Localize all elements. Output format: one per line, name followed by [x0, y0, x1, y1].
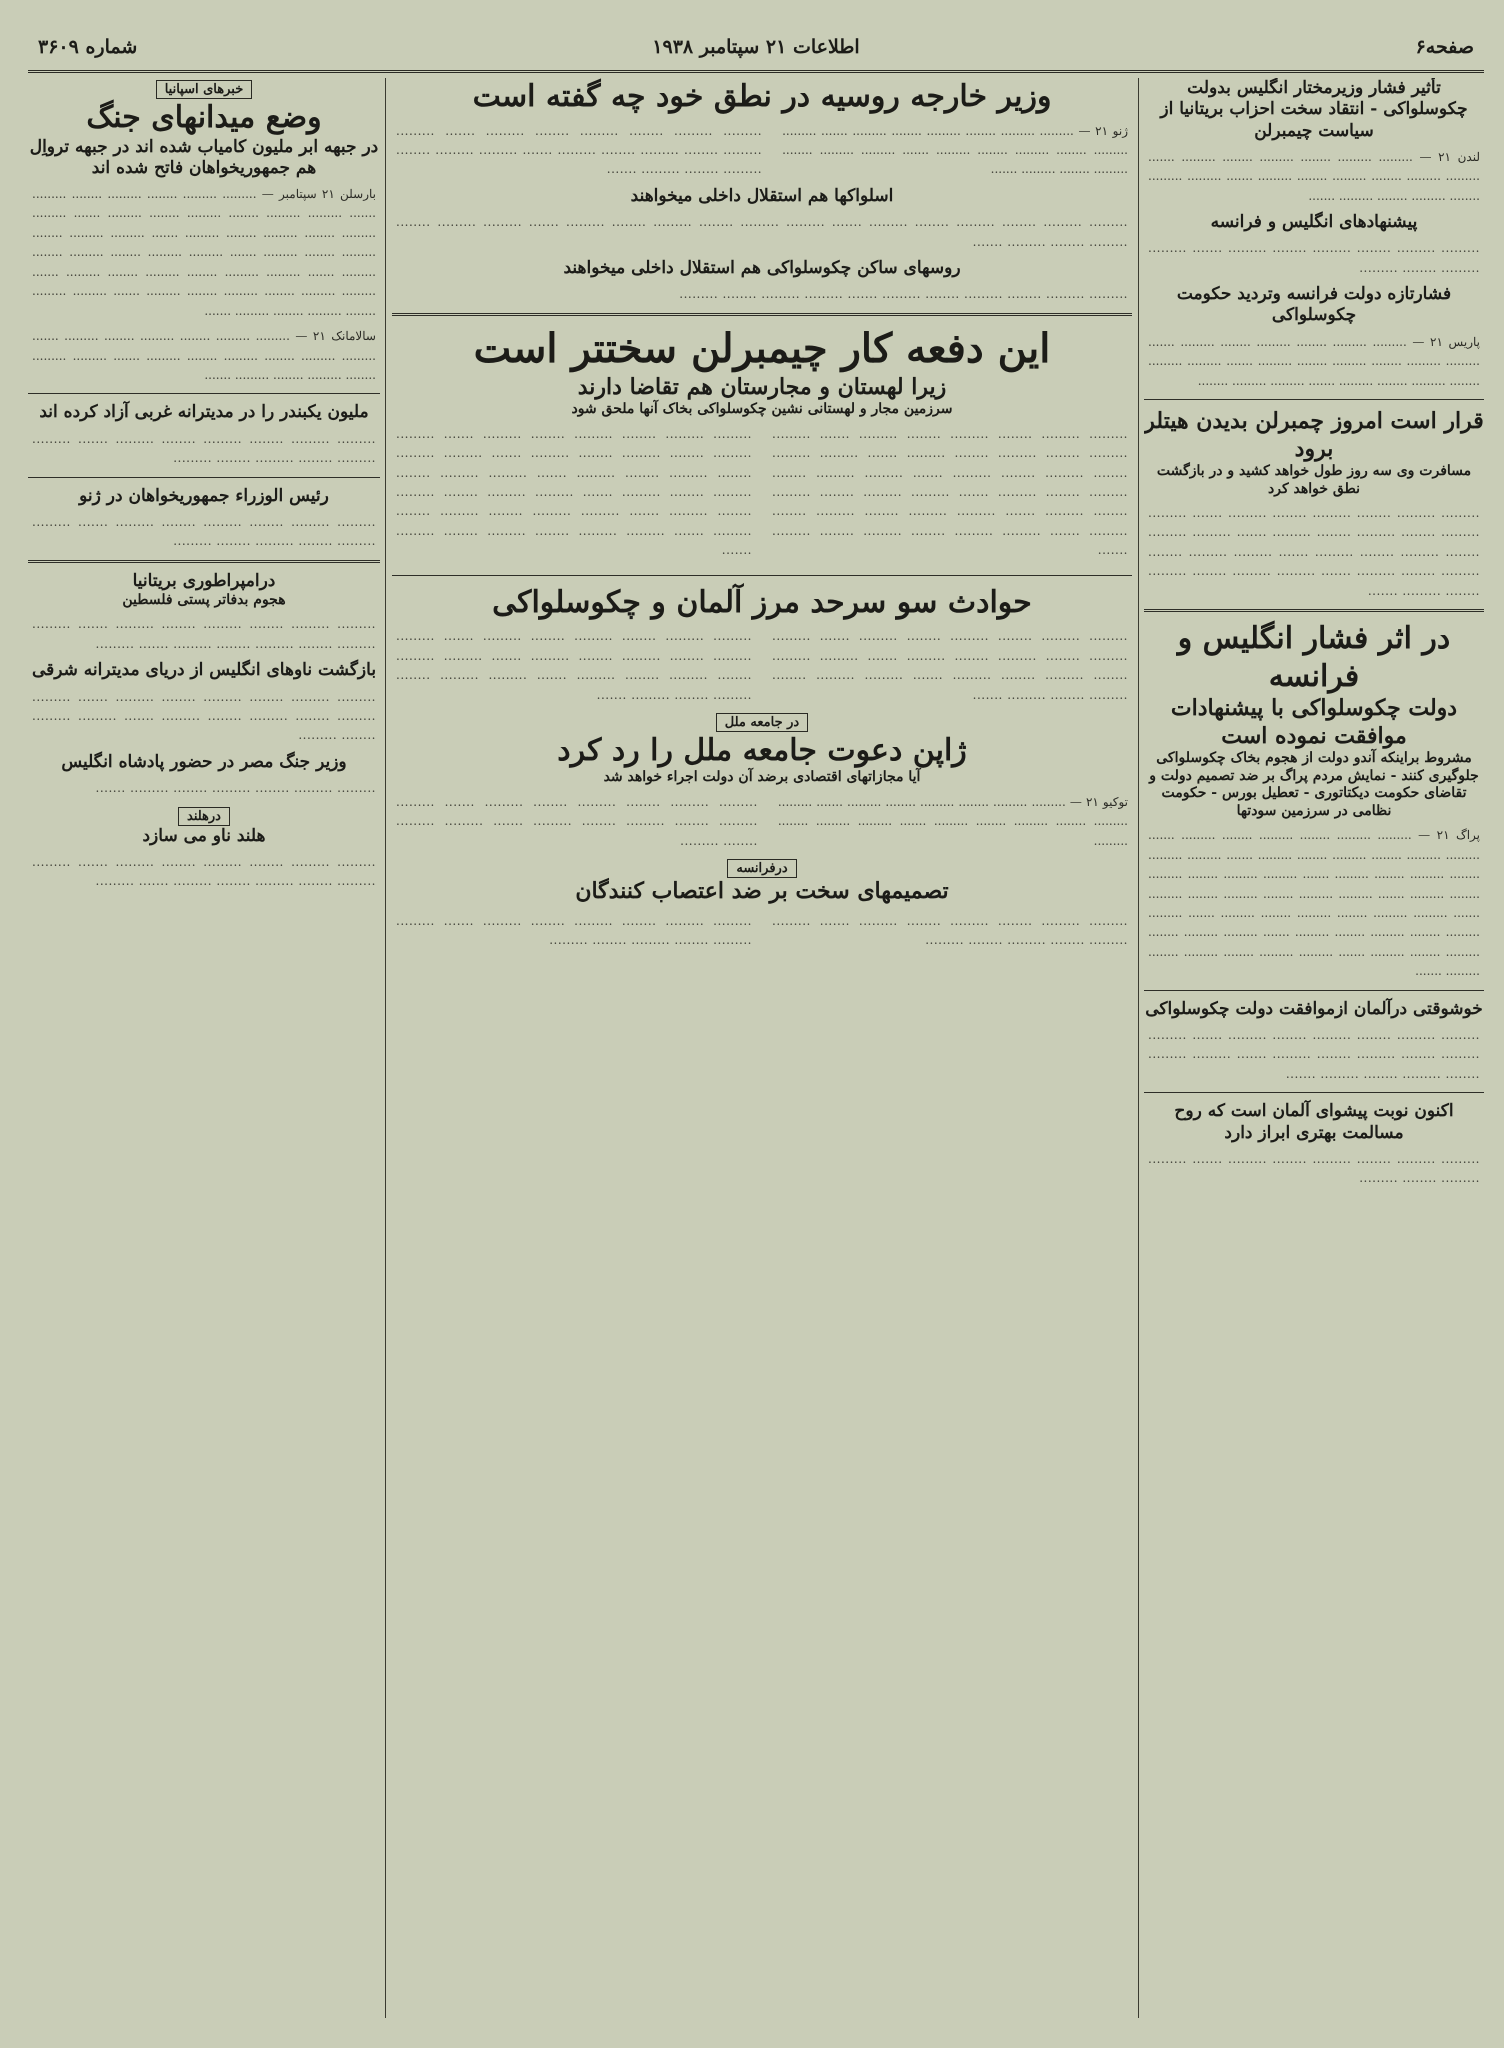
article-body: ......... ......... ........ ......... ........ ......... ....... ......... ......... ........ ......... ........ ......... ....... ......... ......... ........ ......... ........ ......... ....... ......... ......... ........ ......... ........ ......... ....... ......... ......... ........ ......... ........ ......... .......: [1148, 506, 1480, 598]
subheadline-palestine-post: هجوم بدفاتر پستی فلسطین: [122, 591, 286, 608]
headline-strikers-measures: تصمیمهای سخت بر ضد اعتصاب کنندگان: [575, 878, 949, 905]
column-rule-left: [385, 78, 386, 2018]
dateline: توکیو ۲۱: [1085, 794, 1128, 809]
deck-conditions: مشروط براینکه آندو دولت از هجوم بخاک چکوسلواکی جلوگیری کنند - نمایش مردم پراگ بر ضد تصمیم دولت و تقاضای حکومت دیکتاتوری - تعطیل بورس - حکومت نظامی در سرزمین سودتها: [1149, 750, 1479, 819]
subheadline-journey: مسافرت وی سه روز طول خواهد کشید و در بازگشت نطق خواهد کرد: [1156, 463, 1472, 497]
subheadline-france-pressure: فشارتازه دولت فرانسه وتردید حکومت چکوسلواکی: [1176, 284, 1452, 326]
section-label-holland: درهلند: [178, 807, 230, 826]
article-body: ......... ......... ........ ......... ........ ......... ....... ......... ......... ........ ......... ........ .........: [32, 431, 376, 466]
headline-chamberlain-hitler: قرار است امروز چمبرلن بدیدن هیتلر برود: [1144, 408, 1484, 462]
deck-territories: سرزمین مجار و لهستانی نشین چکوسلواکی بخاک آنها ملحق شود: [571, 401, 953, 418]
article-body: ......... ......... ........ ......... ........ ......... ....... ......... ......... ........ ......... ........ ......... ....... ......... ......... ........ .........: [32, 689, 376, 743]
article-body: ......... ......... ........ ......... ........ ......... ....... ......... ......... ........ .........: [1148, 1151, 1480, 1186]
dateline: پاریس ۲۱: [1430, 334, 1480, 349]
headline-germany-pleased: خوشوقتی درآلمان ازموافقت دولت چکوسلواکی: [1145, 998, 1483, 1019]
article-body: ......... ......... ........ ......... ........ ......... ....... ......... ......... ........ ......... ........ ......... ....... .........: [32, 617, 376, 651]
article-body: پراگ ۲۱ — ......... ......... ........ ......... ........ ......... ....... ......... ......... ........ ......... ........ ......... ....... ......... ......... ........ ......... ........ ......... ....... ......... ......... ........ ......... ........ ......... ....... ......... ......... ........ ......... ........ ......... ....... ......... ......... ........ ......... ........ ......... ....... ......... ......... ........ ......... ........ ......... ....... ......... ......... ........ ......... ........ ......... ....... ......... ......... ........ ......... ........ ......... .......: [1148, 828, 1480, 979]
subheadline-czech-accepts: دولت چکوسلواکی با پیشنهادات موافقت نموده است: [1170, 695, 1458, 749]
column-left: [28, 78, 380, 2018]
headline-republican-premier: رئیس الوزراء جمهوریخواهان در ژنو: [79, 485, 329, 506]
headline-soviet-foreign-minister: وزیر خارجه روسیه در نطق خود چه گفته است: [472, 79, 1052, 114]
article-body: ......... ......... ........ ......... ........ ......... ....... ......... ......... ........ .........: [679, 287, 1128, 302]
dateline: سالامانک ۲۱: [312, 329, 376, 344]
subheadline-fronts: در جبهه ابر ملیون کامیاب شده اند در جبهه ترواِل هم جمهوریخواهان فاتح شده اند: [29, 136, 379, 178]
headline-hitler-turn: اکنون نوبت پیشوای آلمان است که روح مسالمت بهتری ابراز دارد: [1174, 1101, 1454, 1143]
newspaper-page: [28, 30, 1484, 2030]
column-center: [392, 78, 1132, 2018]
article-body: ......... ......... ........ ......... ........ ......... ....... ......... ......... ........ ......... ........ ......... ....... ......... ......... ........ ......... ........ ......... .......: [396, 215, 1128, 249]
headline-anglo-french-pressure: در اثر فشار انگلیس و فرانسه: [1177, 621, 1451, 694]
article-body: ......... ......... ........ ......... ........ ......... ....... ......... ......... ........ ......... ........ ......... ....... ......... ......... ........ ......... ........ ......... ....... ......... ......... ........ ......... ........ ......... ....... ......... ......... ........ ......... ........ ......... ....... ......... ......... ........ ......... ........ ......... ....... ......... ......... ........ ......... ........ ......... .......: [772, 426, 1128, 558]
article-body: ژنو ۲۱ — ......... ......... ........ ......... ........ ......... ....... ......... ......... ........ ......... ........ ......... ....... ......... ......... ........ ......... ........ ......... .......: [782, 123, 1128, 177]
headline-holland-ships: هلند ناو می سازد: [142, 825, 266, 846]
article-body: ......... ......... ........ ......... ........ ......... ....... ......... ......... ........ ......... ........ .........: [32, 514, 376, 549]
article-body: ......... ......... ........ ......... ........ ......... ....... ......... ......... ........ ......... ........ ......... ....... .........: [32, 854, 376, 889]
article-body: ......... ......... ........ ......... ........ ......... ....... ......... ......... ........ ......... ........ .........: [396, 913, 752, 948]
subheadline-ruthenians-autonomy: روسهای ساکن چکوسلواکی هم استقلال داخلی میخواهند: [563, 257, 961, 278]
date-line: اطلاعات ۲۱ سپتامبر ۱۹۳۸: [652, 36, 860, 58]
dateline: لندن ۲۱: [1438, 149, 1481, 164]
masthead: [28, 30, 1484, 73]
article-body: ......... ......... ........ ......... ........ ......... ....... ......... ......... ........ ......... ........ ......... ....... ......... ......... ........ ......... ........ ......... ....... ......... ......... ........ ......... ........ ......... .......: [772, 629, 1128, 702]
article-body: ......... ......... ........ ......... ........ ......... ....... ......... ......... ........ ......... ........ ......... ....... ......... ......... ........ ......... ........ ......... .......: [396, 123, 763, 177]
article-body: ......... ......... ........ ......... ........ ......... ....... ......... ......... ........ ......... ........ .........: [772, 913, 1128, 948]
page-label: صفحه۶: [1415, 36, 1474, 58]
subheadline-sanctions: آیا مجازاتهای اقتصادی برضد آن دولت اجراء خواهد شد: [603, 769, 921, 786]
headline-border-incidents: حوادث سو سرحد مرز آلمان و چکوسلواکی: [492, 584, 1032, 620]
article-body: ......... ......... ........ ......... ........ ......... ....... ......... ......... ........ ......... ........ ......... ....... ......... ......... ........ .........: [396, 794, 758, 848]
headline-british-fleet-return: بازگشت ناوهای انگلیس از دریای مدیترانه شرقی: [31, 660, 377, 681]
article-body: ......... ......... ........ ......... ........ ......... ....... ......... ......... ........ ......... ........ ......... ....... ......... ......... ........ ......... ........ ......... .......: [1148, 1027, 1480, 1081]
subheadline-proposals: پیشنهادهای انگلیس و فرانسه: [1210, 212, 1418, 233]
subheadline-slovaks-autonomy: اسلواکها هم استقلال داخلی میخواهند: [630, 185, 894, 206]
article-body: بارسلن ۲۱ سپتامبر — ......... ......... ........ ......... ........ ......... ....... ......... ......... ........ ......... ........ ......... ....... ......... ......... ........ ......... ........ ......... ....... ......... ......... ........ ......... ........ ......... ....... ......... ......... ........ ......... ........ ......... ....... ......... ......... ........ ......... ........ ......... ....... ......... ......... ........ ......... ........ ......... ....... ......... ......... ........ ......... ........ ......... .......: [32, 187, 376, 318]
dateline: ژنو ۲۱: [1095, 123, 1128, 138]
headline-battlefronts: وضع میدانهای جنگ: [86, 100, 322, 135]
headline-nationalist-port: ملیون یکبندر را در مدیترانه غربی آزاد کرده اند: [39, 402, 369, 423]
article-body: ......... ......... ........ ......... ........ ......... ....... ......... ......... ........ .........: [1148, 241, 1480, 275]
dateline: بارسلن ۲۱ سپتامبر: [279, 187, 376, 201]
headline-egypt-war-minister: وزیر جنگ مصر در حضور پادشاه انگلیس: [61, 751, 347, 772]
issue-number: شماره ۳۶۰۹: [38, 36, 138, 58]
headline-british-empire: درامپراطوری بریتانیا: [132, 570, 276, 591]
article-body: پاریس ۲۱ — ......... ......... ........ ......... ........ ......... ....... ......... ......... ........ ......... ........ ......... ....... ......... ......... ........ ......... ........ ......... ....... ......... ......... ........: [1148, 334, 1480, 388]
section-label-france: درفرانسه: [727, 859, 796, 878]
subheadline-poland-hungary: زیرا لهستان و مجارستان هم تقاضا دارند: [577, 373, 947, 400]
article-body: توکیو ۲۱ — ......... ......... ........ ......... ........ ......... ....... ......... ......... ........ ......... ........ ......... ....... ......... ......... ........ .........: [777, 794, 1128, 848]
article-body: سالامانک ۲۱ — ......... ......... ........ ......... ........ ......... ....... ......... ......... ........ ......... ........ ......... ....... ......... ......... ........ ......... ........ ......... .......: [32, 329, 376, 382]
article-body: لندن ۲۱ — ......... ......... ........ ......... ........ ......... ....... ......... ......... ........ ......... ........ ......... ....... ......... ......... ........ ......... ........ ......... .......: [1148, 149, 1481, 203]
article-body: ......... ......... ........ ......... ........ ......... ....... ......... ......... ........ ......... ........ ......... ....... ......... ......... ........ ......... ........ ......... ....... ......... ......... ........ ......... ........ ......... ....... ......... ......... ........ ......... ........ ......... ....... ......... ......... ........ ......... ........ ......... ....... ......... ......... ........ ......... ........ ......... .......: [396, 426, 752, 558]
column-right: [1144, 78, 1484, 2018]
headline-chamberlain-harder: این دفعه کار چیمبرلن سختتر است: [473, 324, 1051, 372]
section-label-spain: خبرهای اسپانیا: [156, 80, 253, 99]
article-headline-czech-pressure: تأثیر فشار وزیرمختار انگلیس بدولت چکوسلواکی - انتقاد سخت احزاب بریتانیا از سیاست چیمبرلن: [1160, 78, 1468, 141]
column-rule-right: [1138, 78, 1139, 2018]
headline-japan-rejects-league: ژاپن دعوت جامعه ملل را رد کرد: [557, 732, 967, 768]
dateline: پراگ ۲۱: [1436, 828, 1480, 843]
section-label-league: در جامعه ملل: [716, 713, 808, 732]
article-body: ......... ......... ........ ......... ........ ......... ....... ......... ......... ........ ......... ........ ......... ....... ......... ......... ........ ......... ........ ......... ....... ......... ......... ........ ......... ........ ......... .......: [396, 629, 752, 702]
article-body: ......... ......... ........ ......... ........ ......... .......: [95, 781, 376, 796]
